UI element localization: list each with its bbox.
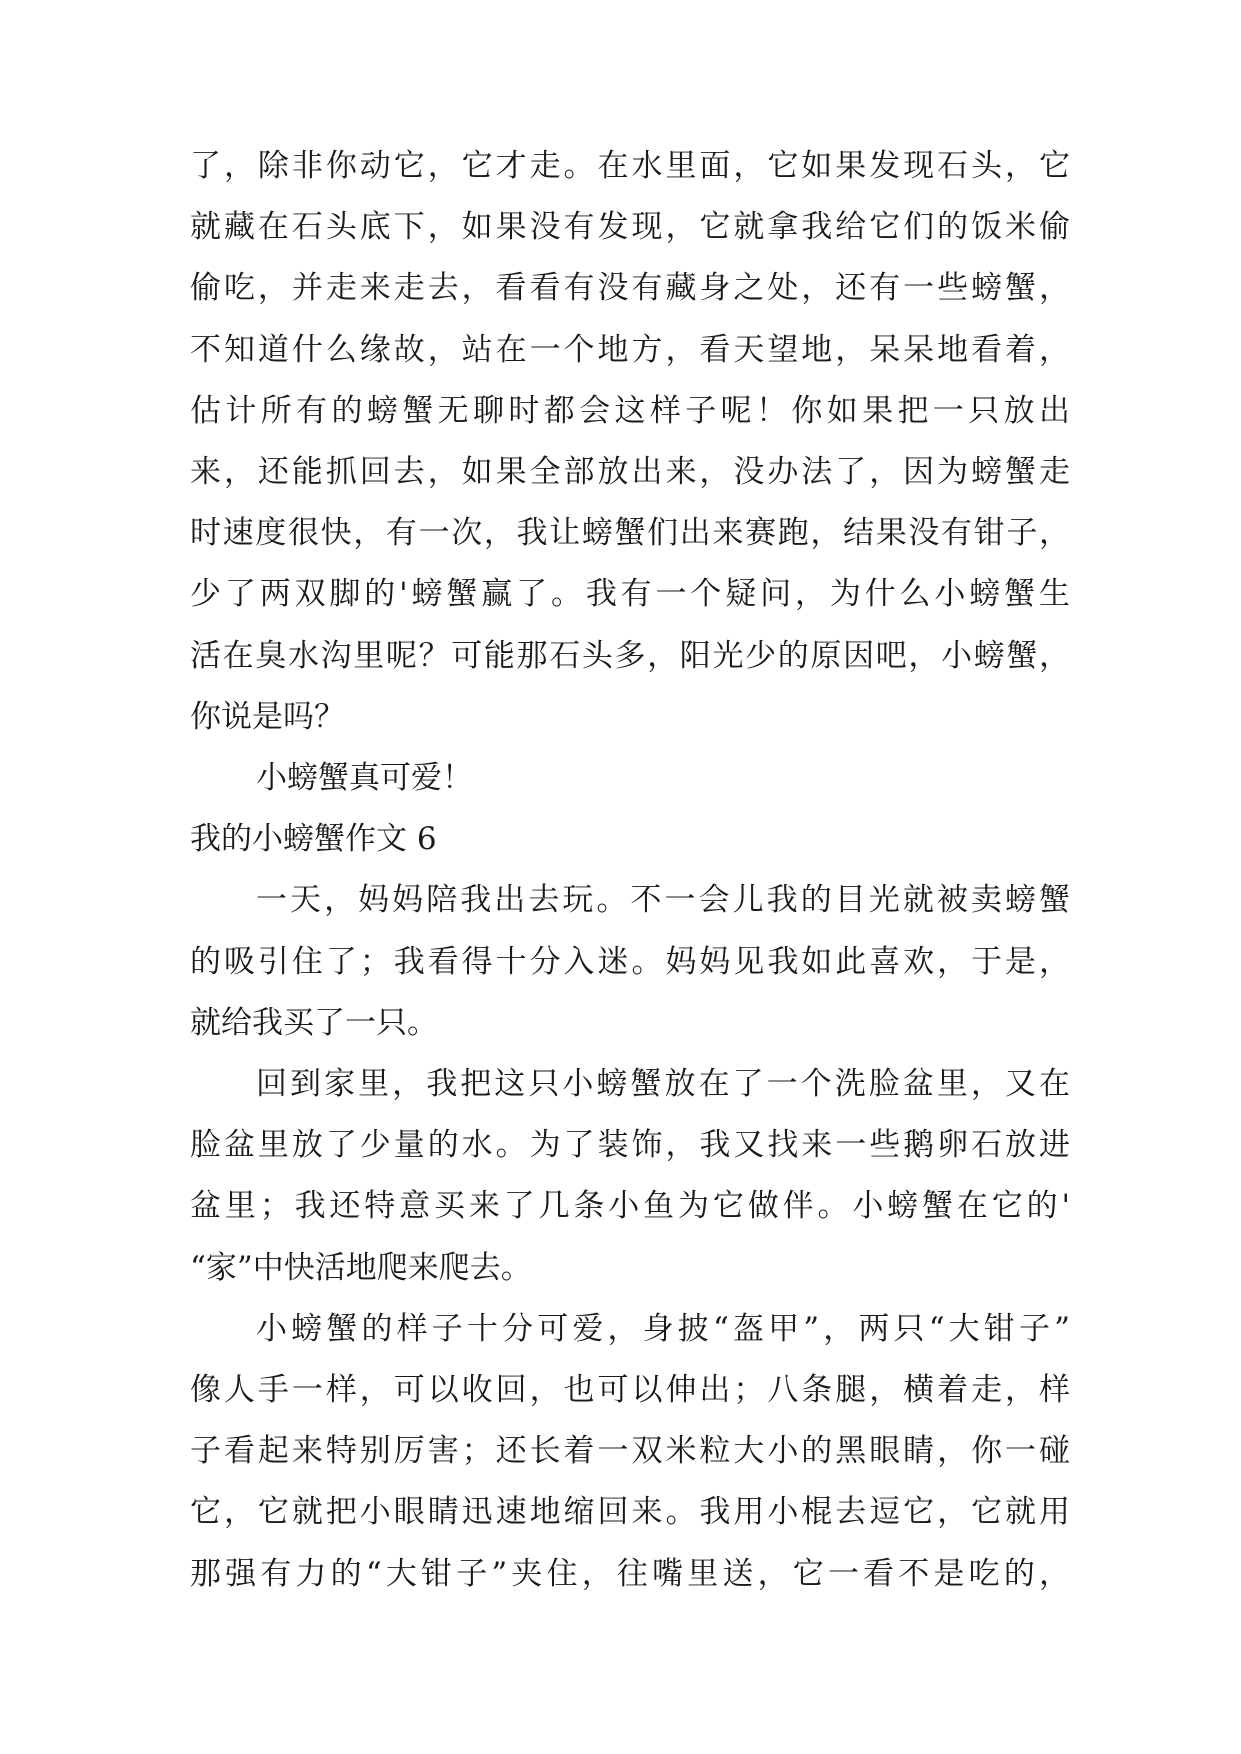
text-line: “家”中快活地爬来爬去。 — [190, 1249, 532, 1286]
text-line: 就给我买了一只。 — [190, 1004, 438, 1041]
text-line: 了，除非你动它，它才走。在水里面，它如果发现石头，它 — [190, 148, 1070, 184]
text-line: 它，它就把小眼睛迅速地缩回来。我用小棍去逗它，它就用 — [190, 1494, 1070, 1531]
text-line: 活在臭水沟里呢？可能那石头多，阳光少的原因吧，小螃蟹， — [190, 637, 1070, 674]
text-line: 估计所有的螃蟹无聊时都会这样子呢！你如果把一只放出 — [190, 392, 1070, 429]
text-line: 就藏在石头底下，如果没有发现，它就拿我给它们的饭米偷 — [190, 209, 1070, 246]
text-line: 少了两双脚的'螃蟹赢了。我有一个疑问，为什么小螃蟹生 — [190, 576, 1070, 613]
text-line: 偷吃，并走来走去，看看有没有藏身之处，还有一些螃蟹， — [190, 270, 1070, 307]
text-line: 你说是吗？ — [190, 698, 345, 735]
text-line: 的吸引住了；我看得十分入迷。妈妈见我如此喜欢，于是， — [190, 943, 1070, 980]
text-line: 回到家里，我把这只小螃蟹放在了一个洗脸盆里，又在 — [256, 1066, 1070, 1102]
text-line: 像人手一样，可以收回，也可以伸出；八条腿，横着走，样 — [190, 1372, 1070, 1408]
section-heading: 我的小螃蟹作文 6 — [190, 821, 437, 858]
text-line: 小螃蟹真可爱！ — [256, 760, 473, 796]
text-line: 时速度很快，有一次，我让螃蟹们出来赛跑，结果没有钳子， — [190, 515, 1070, 552]
text-line: 那强有力的“大钳子”夹住，往嘴里送，它一看不是吃的， — [190, 1555, 1070, 1592]
text-line: 来，还能抓回去，如果全部放出来，没办法了，因为螃蟹走 — [190, 454, 1070, 490]
text-line: 盆里；我还特意买来了几条小鱼为它做伴。小螃蟹在它的' — [190, 1188, 1070, 1225]
text-line: 子看起来特别厉害；还长着一双米粒大小的黑眼睛，你一碰 — [190, 1433, 1070, 1470]
text-line: 一天，妈妈陪我出去玩。不一会儿我的目光就被卖螃蟹 — [256, 882, 1070, 919]
text-line: 不知道什么缘故，站在一个地方，看天望地，呆呆地看着， — [190, 331, 1070, 368]
text-line: 小螃蟹的样子十分可爱，身披“盔甲”，两只“大钳子” — [256, 1310, 1070, 1347]
text-line: 脸盆里放了少量的水。为了装饰，我又找来一些鹅卵石放进 — [190, 1127, 1070, 1164]
